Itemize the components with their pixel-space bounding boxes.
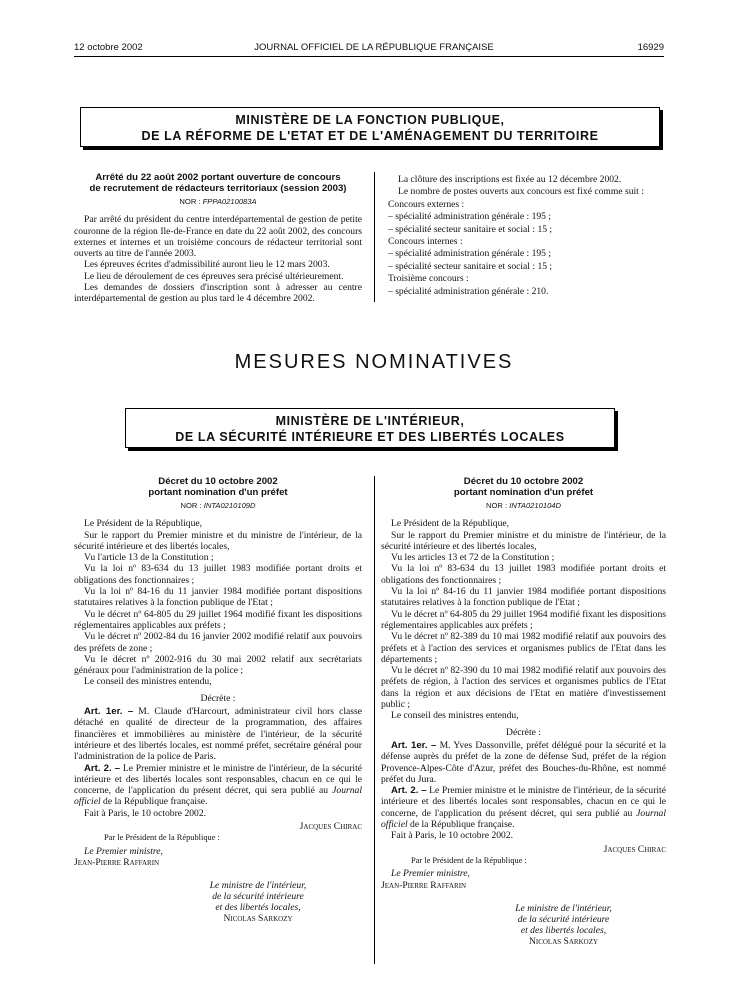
nor-code: FPPA0210083A (202, 197, 257, 206)
decret2-visa: Vu les articles 13 et 72 de la Constitution ; (391, 552, 555, 564)
decret2-visa: Le Président de la République, (391, 518, 510, 530)
ministry2-line1: MINISTÈRE DE L'INTÉRIEUR, (275, 414, 465, 428)
arrete-right-column (388, 174, 666, 298)
article-label: Art. 1er. – (391, 739, 437, 751)
decret2-nor (381, 500, 666, 511)
minister-line: de la sécurité intérieure (517, 913, 610, 925)
minister-name: Nicolas Sarkozy (223, 913, 293, 925)
decret1-visa: Vu la loi nº 83-634 du 13 juillet 1983 modifiée portant droits et obligations des fonctionnaires ; (74, 563, 362, 586)
decret1-column (74, 476, 362, 924)
nor-label: NOR : (179, 197, 201, 206)
decret2-visa: Vu la loi nº 83-634 du 13 juillet 1983 modifiée portant droits et obligations des fonctionnaires ; (381, 563, 666, 586)
arrete-line: Concours externes : (388, 198, 465, 210)
article-label: Art. 2. – (391, 785, 427, 797)
arrete-line: Concours internes : (388, 236, 463, 248)
journal-officiel-italic: Journal officiel (381, 807, 666, 831)
decret1-visa: Le Président de la République, (84, 518, 203, 530)
arrete-line: – spécialité administration générale : 195 ; (388, 248, 552, 260)
header-date: 12 octobre 2002 (74, 42, 143, 53)
decret1-visa: Vu le décret nº 64-805 du 29 juillet 1964 modifié fixant les dispositions réglementaires applicables aux préfets ; (74, 608, 362, 631)
decret1-pm-name: Jean-Pierre Raffarin (74, 856, 160, 868)
decret1-title-line1: Décret du 10 octobre 2002 (158, 476, 278, 487)
header-journal-title: JOURNAL OFFICIEL DE LA RÉPUBLIQUE FRANÇAISE (254, 42, 494, 53)
decret1-title-line2: portant nomination d'un préfet (148, 487, 288, 498)
arrete-line: – spécialité secteur sanitaire et social : 15 ; (388, 260, 553, 272)
decret2-fait: Fait à Paris, le 10 octobre 2002. (391, 830, 514, 842)
decret2-pm-name: Jean-Pierre Raffarin (381, 879, 467, 891)
decret1-visa: Vu le décret nº 2002-916 du 30 mai 2002 relatif aux secrétariats généraux pour l'administration de la police ; (74, 653, 362, 677)
decret1-article2 (74, 763, 362, 808)
arrete-title-line1: Arrêté du 22 août 2002 portant ouverture de concours (95, 172, 341, 183)
decret2-article1 (381, 740, 666, 785)
decret2-article2 (381, 785, 666, 830)
decret2-visa: Vu le décret nº 82-390 du 10 mai 1982 modifié relatif aux pouvoirs des préfets de région, à l'action des services et organismes publics de l'Etat dans la région et aux décisions de l'Etat en matière d'investissement public ; (381, 665, 666, 711)
article-label: Art. 2. – (84, 762, 121, 774)
decret2-par: Par le Président de la République : (411, 855, 527, 865)
journal-officiel-italic: Journal officiel (74, 785, 362, 808)
minister-line: de la sécurité intérieure (212, 891, 304, 903)
decret1-minister-block (154, 880, 362, 924)
decret2-title-line1: Décret du 10 octobre 2002 (463, 476, 584, 487)
decret2-minister-block (461, 903, 666, 947)
nor-code: INTA0210104D (509, 501, 561, 510)
arrete-paragraph: Le lieu de déroulement de ces épreuves sera précisé ultérieurement. (84, 270, 344, 282)
arrete-line: – spécialité administration générale : 210. (388, 285, 549, 297)
arrete-paragraph: Les demandes de dossiers d'inscription sont à adresser au centre interdépartemental de gestion au plus tard le 4 décembre 2002. (74, 282, 362, 305)
decret2-signer: Jacques Chirac (603, 843, 666, 855)
decret1-visa: Sur le rapport du Premier ministre et du ministre de l'intérieur, de la sécurité intérieure et des libertés locales, (74, 529, 362, 552)
arrete-title-line2: de recrutement de rédacteurs territoriaux (session 2003) (89, 183, 347, 194)
arrete-line: – spécialité secteur sanitaire et social : 15 ; (388, 223, 553, 235)
ministry-fonction-publique-box (80, 107, 660, 147)
decret2-visa: Vu la loi nº 84-16 du 11 janvier 1984 modifiée portant dispositions statutaires relatives à la fonction publique de l'Etat ; (381, 586, 666, 609)
arrete-paragraph: Par arrêté du président du centre interdépartemental de gestion de petite couronne de la région Ile-de-France en date du 22 août 2002, des concours externes et internes et un troisième concours de rédacteur territorial sont ouverts au titre de l'année 2003. (74, 214, 362, 260)
minister-line: Le ministre de l'intérieur, (209, 880, 307, 892)
article-text: M. Claude d'Harcourt, administrateur civil hors classe détaché en qualité de directeur de la programmation, des affaires financières et immobilières au ministère de l'intérieur, de la sécurité intérieure et des libertés locales, est nommé préfet, secrétaire général pour l'administration de la police de Paris. (74, 706, 363, 763)
ministry1-line1: MINISTÈRE DE LA FONCTION PUBLIQUE, (235, 113, 505, 127)
ministry1-line2: DE LA RÉFORME DE L'ETAT ET DE L'AMÉNAGEMENT DU TERRITOIRE (141, 129, 599, 143)
column-divider (374, 476, 375, 964)
ministry2-line2: DE LA SÉCURITÉ INTÉRIEURE ET DES LIBERTÉS LOCALES (175, 430, 565, 444)
decret1-visa: Vu l'article 13 de la Constitution ; (84, 552, 214, 564)
decret1-decrete: Décrète : (200, 692, 236, 704)
decret2-visa: Le conseil des ministres entendu, (391, 710, 519, 722)
arrete-line: La clôture des inscriptions est fixée au 12 décembre 2002. (398, 174, 622, 185)
decret1-signer: Jacques Chirac (299, 821, 362, 833)
decret2-decrete: Décrète : (506, 726, 541, 738)
arrete-line: Le nombre de postes ouverts aux concours est fixé comme suit : (398, 186, 644, 198)
article-text: Le Premier ministre et le ministre de l'intérieur, de la sécurité intérieure et des libertés locales sont responsables, chacun en ce qui le concerne, de l'application du présent décret, qui sera publié au (381, 785, 666, 819)
decret1-pm-title: Le Premier ministre, (84, 845, 163, 857)
nor-code: INTA0210109D (203, 501, 256, 510)
arrete-nor (74, 196, 362, 207)
minister-name: Nicolas Sarkozy (528, 935, 599, 947)
decret2-title-line2: portant nomination d'un préfet (453, 487, 594, 498)
column-divider (374, 172, 375, 302)
header-page-number: 16929 (637, 42, 664, 53)
minister-line: et des libertés locales, (215, 902, 301, 914)
article-text: Le Premier ministre et le ministre de l'intérieur, de la sécurité intérieure et des libertés locales sont responsables, chacun en ce qui le concerne, de l'application du présent décret, qui sera publié au (74, 762, 362, 797)
decret1-visa: Le conseil des ministres entendu, (84, 676, 212, 688)
minister-line: Le ministre de l'intérieur, (515, 902, 612, 914)
article-label: Art. 1er. – (84, 706, 134, 718)
article-text-end: de la République française. (103, 796, 208, 808)
decret2-visa: Sur le rapport du Premier ministre et du ministre de l'intérieur, de la sécurité intérieure et des libertés locales, (381, 529, 666, 552)
decret2-pm-title: Le Premier ministre, (391, 868, 470, 880)
arrete-left-column (74, 172, 362, 305)
minister-line: et des libertés locales, (520, 924, 607, 936)
decret2-visa: Vu le décret nº 82-389 du 10 mai 1982 modifié relatif aux pouvoirs des préfets et à l'action des services et organismes publics de l'Etat dans les départements ; (381, 631, 666, 665)
article-text-end: de la République française. (410, 819, 515, 831)
nor-label: NOR : (180, 501, 202, 510)
decret2-visa: Vu le décret nº 64-805 du 29 juillet 1964 modifié fixant les dispositions réglementaires applicables aux préfets ; (381, 608, 666, 631)
arrete-paragraph: Les épreuves écrites d'admissibilité auront lieu le 12 mars 2003. (84, 259, 330, 271)
decret1-visa: Vu le décret nº 2002-84 du 16 janvier 2002 modifié relatif aux pouvoirs des préfets de zone ; (74, 631, 362, 654)
section-title-mesures-nominatives: MESURES NOMINATIVES (234, 351, 514, 373)
nor-label: NOR : (485, 501, 508, 510)
arrete-line: Troisième concours : (388, 273, 469, 285)
ministry-interieur-box (125, 408, 615, 448)
decret1-fait: Fait à Paris, le 10 octobre 2002. (84, 807, 207, 819)
decret1-visa: Vu la loi nº 84-16 du 11 janvier 1984 modifiée portant dispositions statutaires relatives à la fonction publique de l'Etat ; (74, 586, 362, 609)
decret1-article1 (74, 706, 362, 762)
article-text: M. Yves Dassonville, préfet délégué pour la sécurité et la défense auprès du préfet de la zone de défense Sud, préfet de la région Provence-Alpes-Côte d'Azur, préfet des Bouches-du-Rhône, est nommé préfet du Jura. (381, 739, 667, 785)
decret2-column (381, 476, 666, 947)
header-rule (74, 56, 664, 57)
arrete-line: – spécialité administration générale : 195 ; (388, 211, 552, 223)
decret1-par: Par le Président de la République : (104, 833, 220, 843)
decret1-nor (74, 500, 362, 511)
